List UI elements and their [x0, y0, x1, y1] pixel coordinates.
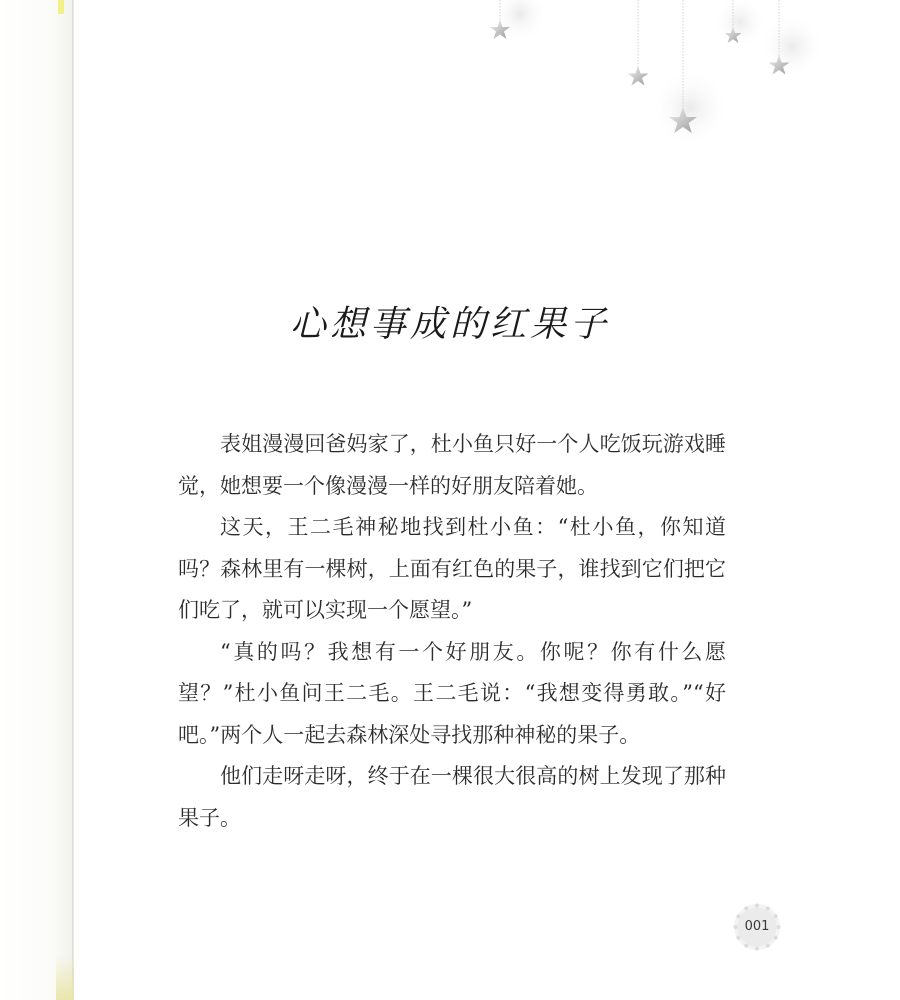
page-number: 001 — [744, 919, 770, 934]
story-title: 心想事成的红果子 — [289, 304, 610, 346]
spine-edge-line — [72, 0, 74, 1000]
spine-top-mark — [58, 0, 64, 14]
paragraph: 他们走呀走呀，终于在一棵很大很高的树上发现了那种果子。 — [178, 764, 726, 830]
star-icon — [628, 66, 649, 86]
paragraph: “真的吗？我想有一个好朋友。你呢？你有什么愿望？”杜小鱼问王二毛。王二毛说：“我想变得勇敢。”“好吧。”两个人一起去森林深处寻找那种神秘的果子。 — [178, 639, 726, 747]
paragraph: 表姐漫漫回爸妈家了，杜小鱼只好一个人吃饭玩游戏睡觉，她想要一个像漫漫一样的好朋友陪着她。 — [178, 432, 726, 498]
spine-bottom-mark — [56, 955, 74, 1000]
hanging-stars-decoration — [440, 0, 860, 170]
book-spine — [0, 0, 74, 1000]
paragraph: 这天，王二毛神秘地找到杜小鱼：“杜小鱼，你知道吗？森林里有一棵树，上面有红色的果子，谁找到它们把它们吃了，就可以实现一个愿望。” — [178, 515, 726, 622]
story-body — [178, 424, 726, 839]
